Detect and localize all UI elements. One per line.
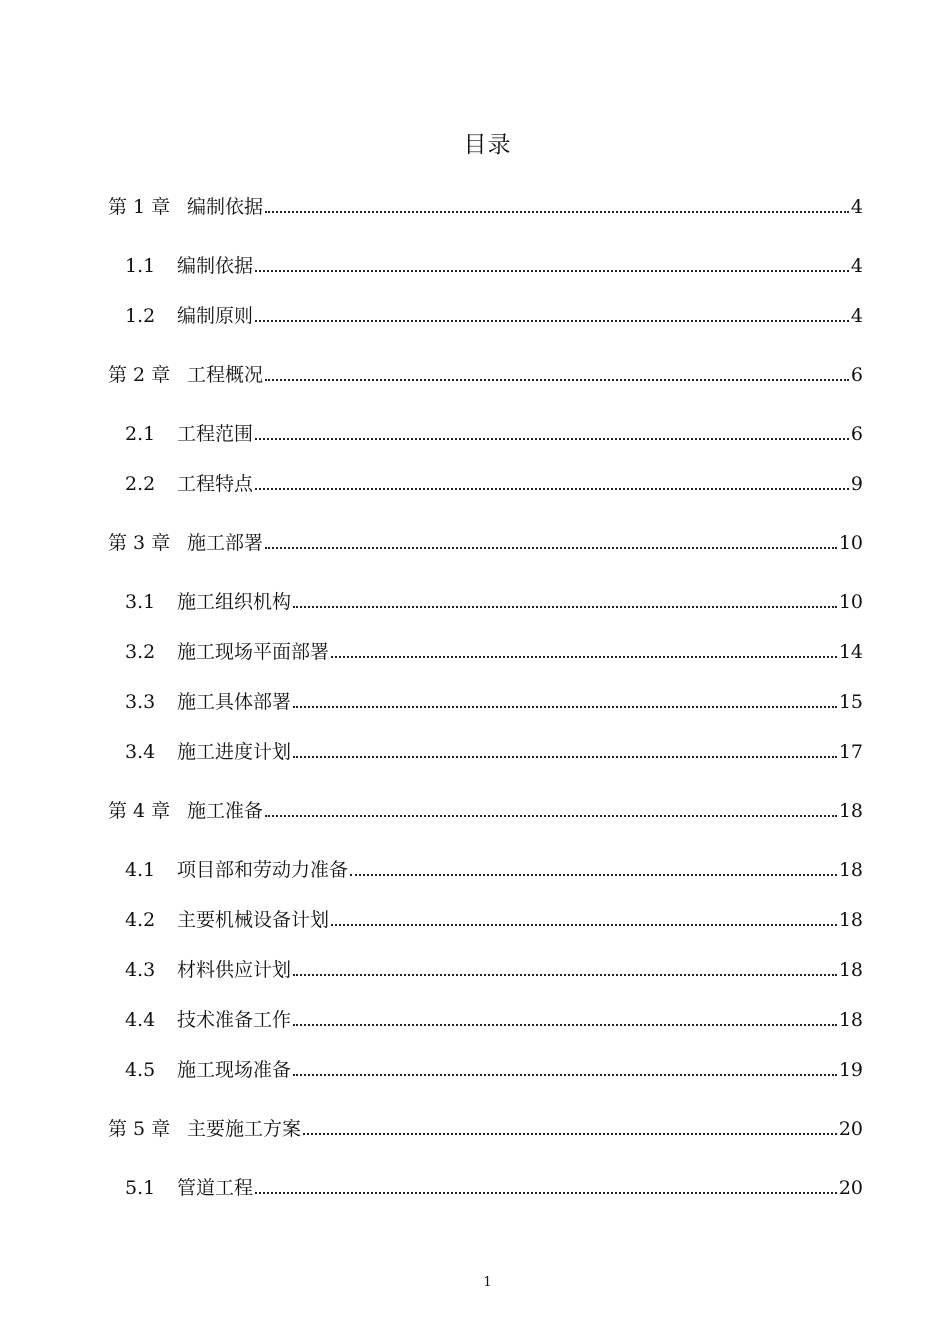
toc-chapter-entry[interactable] (0, 796, 950, 826)
toc-entry-number: 1.1 (125, 255, 156, 277)
toc-entry-page: 10 (837, 587, 863, 617)
toc-entry-label: 主要施工方案 (187, 1114, 303, 1144)
toc-dot-leader (293, 706, 837, 708)
toc-entry-number: 第 5 章 (108, 1118, 171, 1140)
toc-entry-number: 2.1 (125, 423, 156, 445)
toc-dot-leader (331, 924, 837, 926)
toc-entry-page: 20 (837, 1173, 863, 1203)
toc-entry-label: 管道工程 (177, 1173, 255, 1203)
toc-section-entry[interactable] (0, 1055, 950, 1085)
toc-dot-leader (265, 815, 837, 817)
toc-dot-leader (265, 211, 849, 213)
toc-section-entry[interactable] (0, 1005, 950, 1035)
toc-entry-number: 3.2 (125, 641, 156, 663)
toc-entry-number: 4.4 (125, 1009, 156, 1031)
toc-dot-leader (331, 656, 837, 658)
toc-entry-page: 9 (849, 469, 863, 499)
toc-entry-page: 19 (837, 1055, 863, 1085)
toc-entry-page: 18 (837, 796, 863, 826)
toc-entry-page: 20 (837, 1114, 863, 1144)
toc-entry-label: 施工具体部署 (177, 687, 293, 717)
toc-dot-leader (293, 606, 837, 608)
toc-entry-number: 4.1 (125, 859, 156, 881)
toc-entry-label: 材料供应计划 (177, 955, 293, 985)
toc-entry-page: 14 (837, 637, 863, 667)
toc-entry-label: 项目部和劳动力准备 (177, 855, 350, 885)
toc-section-entry[interactable] (0, 419, 950, 449)
toc-entry-label: 编制依据 (187, 192, 265, 222)
toc-entry-label: 施工进度计划 (177, 737, 293, 767)
toc-section-entry[interactable] (0, 905, 950, 935)
toc-entry-number: 3.4 (125, 741, 156, 763)
toc-entry-label: 施工部署 (187, 528, 265, 558)
toc-dot-leader (350, 874, 837, 876)
toc-chapter-entry[interactable] (0, 1114, 950, 1144)
toc-entry-page: 4 (849, 251, 863, 281)
toc-dot-leader (293, 974, 837, 976)
toc-entry-label: 施工现场平面部署 (177, 637, 331, 667)
toc-chapter-entry[interactable] (0, 528, 950, 558)
page-number-footer: 1 (483, 1275, 492, 1290)
toc-entry-page: 18 (837, 1005, 863, 1035)
toc-section-entry[interactable] (0, 955, 950, 985)
toc-entry-label: 工程特点 (177, 469, 255, 499)
toc-entry-page: 6 (849, 360, 863, 390)
toc-entry-page: 4 (849, 192, 863, 222)
toc-dot-leader (255, 1192, 837, 1194)
toc-dot-leader (293, 756, 837, 758)
toc-section-entry[interactable] (0, 301, 950, 331)
toc-dot-leader (303, 1133, 837, 1135)
toc-entry-page: 18 (837, 905, 863, 935)
toc-chapter-entry[interactable] (0, 360, 950, 390)
toc-entry-label: 施工组织机构 (177, 587, 293, 617)
toc-entry-number: 第 2 章 (108, 364, 171, 386)
toc-chapter-entry[interactable] (0, 192, 950, 222)
toc-entry-label: 施工准备 (187, 796, 265, 826)
toc-entry-label: 工程范围 (177, 419, 255, 449)
toc-section-entry[interactable] (0, 855, 950, 885)
toc-entry-label: 编制原则 (177, 301, 255, 331)
toc-dot-leader (255, 320, 849, 322)
toc-dot-leader (255, 438, 849, 440)
toc-section-entry[interactable] (0, 1173, 950, 1203)
toc-entry-number: 4.2 (125, 909, 156, 931)
toc-entry-number: 4.3 (125, 959, 156, 981)
toc-entry-number: 第 1 章 (108, 196, 171, 218)
toc-entry-page: 18 (837, 855, 863, 885)
toc-entry-number: 第 3 章 (108, 532, 171, 554)
toc-entry-number: 5.1 (125, 1177, 156, 1199)
toc-section-entry[interactable] (0, 637, 950, 667)
toc-section-entry[interactable] (0, 469, 950, 499)
toc-section-entry[interactable] (0, 737, 950, 767)
toc-entry-page: 15 (837, 687, 863, 717)
toc-entry-label: 施工现场准备 (177, 1055, 293, 1085)
toc-dot-leader (255, 488, 849, 490)
toc-entry-number: 2.2 (125, 473, 156, 495)
toc-entry-label: 技术准备工作 (177, 1005, 293, 1035)
toc-entry-page: 10 (837, 528, 863, 558)
toc-entry-number: 4.5 (125, 1059, 156, 1081)
toc-entry-number: 3.1 (125, 591, 156, 613)
toc-dot-leader (265, 547, 837, 549)
toc-dot-leader (293, 1074, 837, 1076)
toc-entry-label: 工程概况 (187, 360, 265, 390)
toc-section-entry[interactable] (0, 587, 950, 617)
toc-entry-page: 4 (849, 301, 863, 331)
toc-dot-leader (265, 379, 849, 381)
toc-entry-number: 第 4 章 (108, 800, 171, 822)
toc-entry-page: 17 (837, 737, 863, 767)
toc-entry-page: 18 (837, 955, 863, 985)
toc-dot-leader (255, 270, 849, 272)
toc-entry-label: 编制依据 (177, 251, 255, 281)
toc-entry-number: 1.2 (125, 305, 156, 327)
toc-entry-number: 3.3 (125, 691, 156, 713)
toc-entry-page: 6 (849, 419, 863, 449)
toc-dot-leader (293, 1024, 837, 1026)
toc-section-entry[interactable] (0, 687, 950, 717)
page-title: 目录 (463, 132, 512, 158)
toc-entry-label: 主要机械设备计划 (177, 905, 331, 935)
toc-section-entry[interactable] (0, 251, 950, 281)
